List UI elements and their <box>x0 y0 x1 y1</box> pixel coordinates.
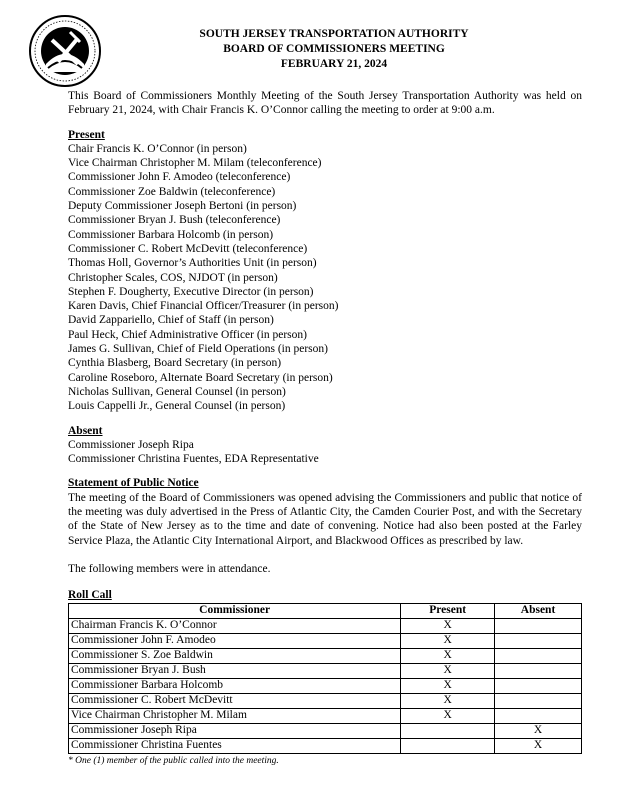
commissioner-name-cell: Chairman Francis K. O’Connor <box>69 618 401 633</box>
list-item: Thomas Holl, Governor’s Authorities Unit (in person) <box>68 257 317 270</box>
present-mark-cell <box>401 723 495 738</box>
present-mark-cell: X <box>401 708 495 723</box>
present-mark-cell: X <box>401 663 495 678</box>
list-item: Commissioner Barbara Holcomb (in person) <box>68 228 274 241</box>
absent-list <box>68 438 582 467</box>
absent-mark-cell: X <box>495 723 582 738</box>
table-row <box>69 693 582 708</box>
list-item: Stephen F. Dougherty, Executive Director (in person) <box>68 285 314 298</box>
intro-paragraph: This Board of Commissioners Monthly Meeting of the South Jersey Transportation Authority was held on February 21, 2024, with Chair Francis K. O’Connor calling the meeting to order at 9:00 a.m. <box>68 90 582 117</box>
statement-paragraph: The meeting of the Board of Commissioners was opened advising the Commissioners and public that notice of the meeting was duly advertised in the Press of Atlantic City, the Camden Courier Post, and with the Secretary of the State of New Jersey as to the time and date of convening. Notice had also been posted at the Farley Service Plaza, the Atlantic City International Airport, and Blackwood Offices as prescribed by law. <box>68 491 582 547</box>
list-item: Paul Heck, Chief Administrative Officer (in person) <box>68 328 307 341</box>
commissioner-name-cell: Commissioner Bryan J. Bush <box>69 663 401 678</box>
absent-mark-cell <box>495 693 582 708</box>
table-row <box>69 678 582 693</box>
header-date: FEBRUARY 21, 2024 <box>280 58 388 70</box>
list-item: James G. Sullivan, Chief of Field Operations (in person) <box>68 343 328 356</box>
present-mark-cell: X <box>401 648 495 663</box>
roll-call-footnote: * One (1) member of the public called into the meeting. <box>68 755 279 766</box>
table-row <box>69 708 582 723</box>
sjta-seal-icon <box>28 14 102 88</box>
present-mark-cell: X <box>401 693 495 708</box>
present-list <box>68 142 582 414</box>
commissioner-name-cell: Commissioner John F. Amodeo <box>69 633 401 648</box>
list-item: Commissioner John F. Amodeo (teleconference) <box>68 171 291 184</box>
present-mark-cell: X <box>401 678 495 693</box>
present-heading: Present <box>68 128 105 141</box>
list-item: Commissioner Bryan J. Bush (teleconference) <box>68 214 281 227</box>
list-item: Caroline Roseboro, Alternate Board Secretary (in person) <box>68 371 333 384</box>
column-header-present: Present <box>401 603 495 618</box>
list-item: Deputy Commissioner Joseph Bertoni (in person) <box>68 200 297 213</box>
commissioner-name-cell: Vice Chairman Christopher M. Milam <box>69 708 401 723</box>
absent-mark-cell <box>495 648 582 663</box>
commissioner-name-cell: Commissioner Christina Fuentes <box>69 738 401 753</box>
present-mark-cell <box>401 738 495 753</box>
absent-mark-cell <box>495 618 582 633</box>
list-item: Louis Cappelli Jr., General Counsel (in person) <box>68 400 286 413</box>
present-mark-cell: X <box>401 618 495 633</box>
commissioner-name-cell: Commissioner Joseph Ripa <box>69 723 401 738</box>
absent-mark-cell <box>495 663 582 678</box>
column-header-commissioner: Commissioner <box>69 603 401 618</box>
list-item: Commissioner C. Robert McDevitt (teleconference) <box>68 242 308 255</box>
table-row <box>69 633 582 648</box>
absent-mark-cell <box>495 708 582 723</box>
absent-mark-cell: X <box>495 738 582 753</box>
list-item: Commissioner Zoe Baldwin (teleconference) <box>68 185 276 198</box>
column-header-absent: Absent <box>495 603 582 618</box>
header-meeting-title: BOARD OF COMMISSIONERS MEETING <box>223 43 445 55</box>
list-item: Karen Davis, Chief Financial Officer/Treasurer (in person) <box>68 300 339 313</box>
table-row <box>69 738 582 753</box>
statement-heading: Statement of Public Notice <box>68 477 199 490</box>
document-body <box>68 89 582 767</box>
list-item: Commissioner Joseph Ripa <box>68 438 194 451</box>
table-row <box>69 648 582 663</box>
table-row <box>69 663 582 678</box>
list-item: Cynthia Blasberg, Board Secretary (in person) <box>68 357 282 370</box>
attendance-note: The following members were in attendance. <box>68 562 271 575</box>
roll-call-header-row <box>69 603 582 618</box>
commissioner-name-cell: Commissioner Barbara Holcomb <box>69 678 401 693</box>
list-item: Vice Chairman Christopher M. Milam (teleconference) <box>68 157 322 170</box>
roll-call-heading: Roll Call <box>68 589 112 602</box>
list-item: Commissioner Christina Fuentes, EDA Representative <box>68 453 319 466</box>
commissioner-name-cell: Commissioner C. Robert McDevitt <box>69 693 401 708</box>
table-row <box>69 618 582 633</box>
header-organization: SOUTH JERSEY TRANSPORTATION AUTHORITY <box>199 28 469 40</box>
list-item: Chair Francis K. O’Connor (in person) <box>68 142 247 155</box>
absent-heading: Absent <box>68 424 103 437</box>
present-mark-cell: X <box>401 633 495 648</box>
absent-mark-cell <box>495 678 582 693</box>
roll-call-table <box>68 603 582 754</box>
table-row <box>69 723 582 738</box>
list-item: Christopher Scales, COS, NJDOT (in person) <box>68 271 278 284</box>
document-header <box>110 27 558 72</box>
list-item: Nicholas Sullivan, General Counsel (in person) <box>68 385 286 398</box>
list-item: David Zappariello, Chief of Staff (in person) <box>68 314 274 327</box>
absent-mark-cell <box>495 633 582 648</box>
commissioner-name-cell: Commissioner S. Zoe Baldwin <box>69 648 401 663</box>
